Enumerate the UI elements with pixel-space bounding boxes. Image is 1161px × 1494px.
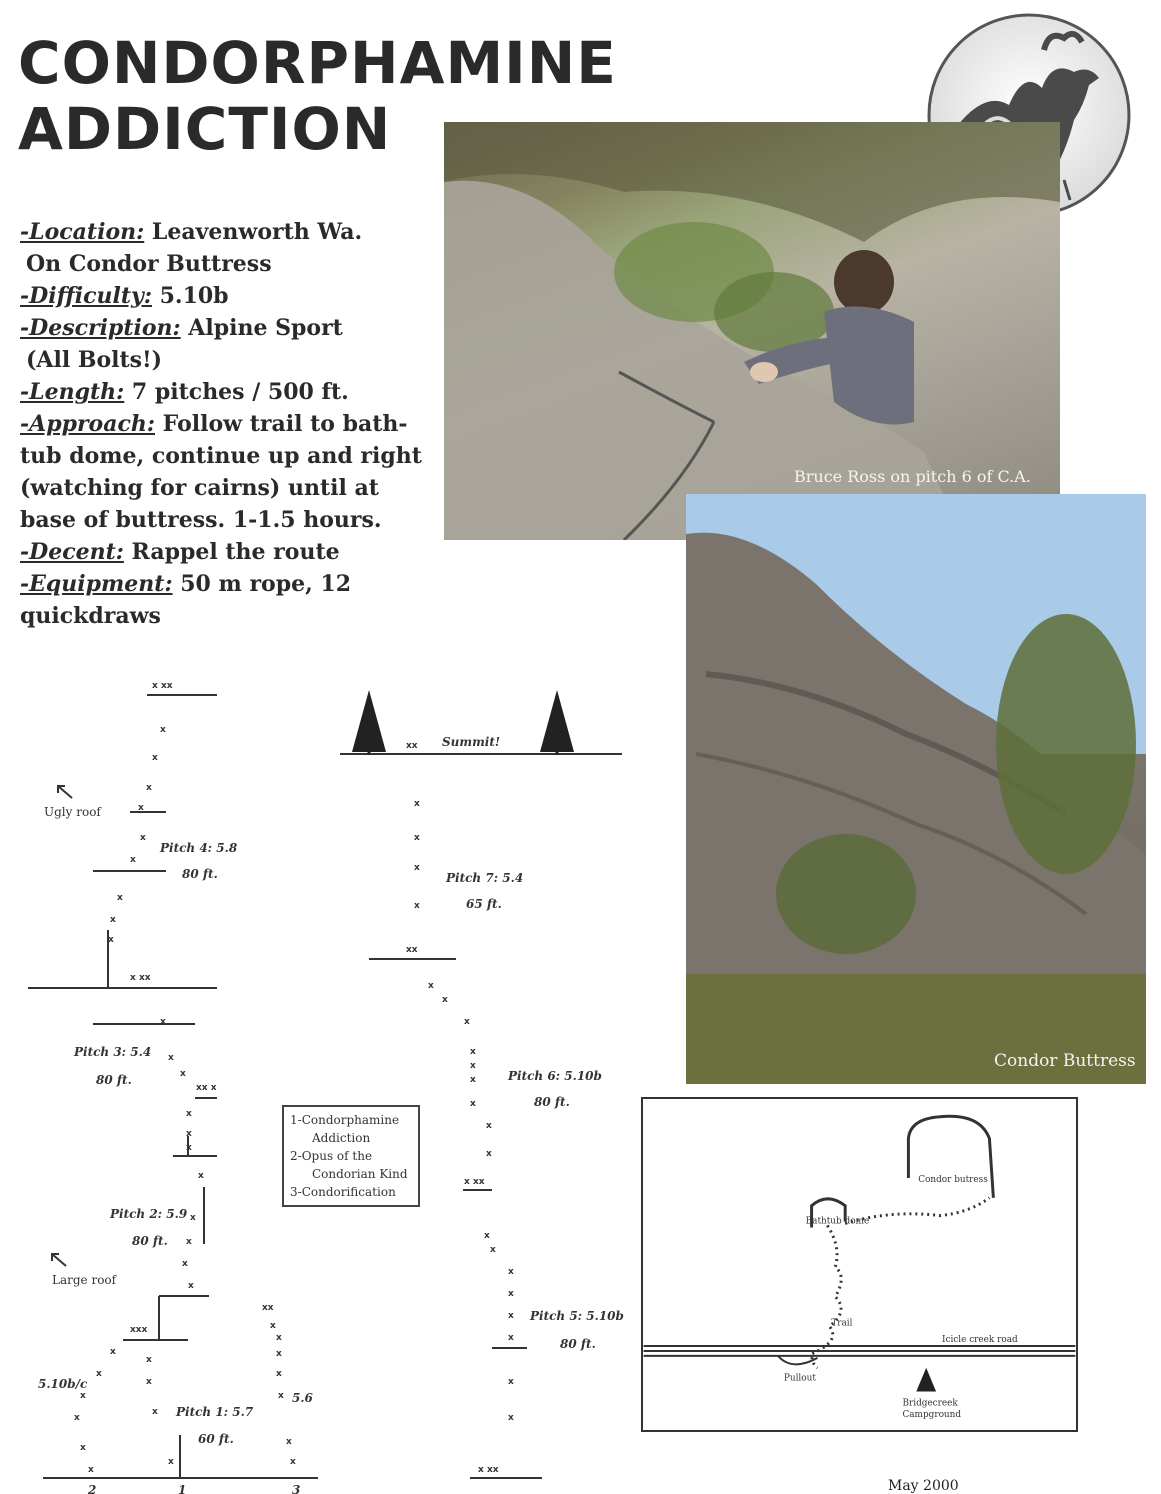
svg-text:x xx: x xx [478,1465,499,1475]
pitch-6-length: 80 ft. [534,1095,570,1109]
svg-text:x: x [168,1053,174,1063]
svg-text:x: x [108,935,114,945]
decent-row [20,536,440,568]
svg-text:x: x [508,1333,514,1343]
svg-text:x: x [470,1047,476,1057]
difficulty-row [20,280,440,312]
svg-text:x: x [414,863,420,873]
length-row [20,376,440,408]
climber-photo [444,122,1060,540]
legend-item-3: 3-Condorification [290,1185,396,1199]
date-stamp: May 2000 [888,1478,959,1494]
svg-text:x: x [186,1109,192,1119]
svg-text:x: x [276,1333,282,1343]
svg-text:xx: xx [406,945,418,955]
route-number-2: 2 [88,1483,97,1494]
legend-item-2-cont: Condorian Kind [312,1167,408,1181]
pitch-1-length: 60 ft. [198,1432,234,1446]
svg-text:x: x [486,1149,492,1159]
svg-text:x: x [190,1213,196,1223]
svg-text:x: x [74,1413,80,1423]
svg-text:x: x [186,1237,192,1247]
pitch-2-length: 80 ft. [132,1234,168,1248]
pitch-6-label: Pitch 6: 5.10b [508,1069,602,1083]
svg-text:x: x [470,1061,476,1071]
pitch-7-label: Pitch 7: 5.4 [446,871,524,885]
svg-text:x: x [110,1347,116,1357]
equipment-value-2: quickdraws [20,603,161,629]
tree-icon-right [540,690,574,755]
climber-photo-art [444,122,1060,540]
route-legend [282,1105,420,1207]
decent-label: -Decent: [20,539,124,565]
svg-text:x: x [484,1231,490,1241]
svg-text:x: x [186,1129,192,1139]
location-label: -Location: [20,219,145,245]
tree-icon-left [352,690,386,755]
location-row [20,216,440,248]
svg-text:x: x [152,753,158,763]
route-info [20,216,440,632]
legend-item-1: 1-Condorphamine [290,1113,400,1127]
svg-text:x: x [414,833,420,843]
svg-text:x xx: x xx [130,973,151,983]
svg-text:x: x [168,1457,174,1467]
svg-text:x: x [146,783,152,793]
svg-text:x: x [414,799,420,809]
map-trail-label: Trail [831,1318,853,1329]
svg-text:x xx: x xx [464,1177,485,1187]
pitch-3-length: 80 ft. [96,1073,132,1087]
svg-text:x: x [290,1457,296,1467]
equipment-value-1: 50 m rope, 12 [172,571,352,597]
svg-text:x: x [442,995,448,1005]
svg-text:x: x [286,1437,292,1447]
left-route-grade: 5.10b/c [38,1377,88,1391]
difficulty-value: 5.10b [151,283,229,309]
route-topo-diagram [0,660,640,1494]
map-bathtub-dome-label: Bathtub dome [805,1216,870,1227]
route-number-3: 3 [292,1483,301,1494]
pitch-4-label: Pitch 4: 5.8 [160,841,238,855]
svg-text:x: x [508,1377,514,1387]
svg-text:x: x [117,893,123,903]
svg-text:x: x [110,915,116,925]
svg-text:x: x [182,1259,188,1269]
svg-text:x: x [270,1321,276,1331]
svg-text:x: x [96,1369,102,1379]
pitch-4-length: 80 ft. [182,867,218,881]
location-value-2: On Condor Buttress [26,251,272,277]
svg-text:x: x [138,803,144,813]
title-line-2: ADDICTION [18,95,392,163]
ugly-roof-label: Ugly roof [44,805,101,819]
map-pullout-label: Pullout [783,1373,816,1384]
summit-label: Summit! [442,735,501,749]
svg-text:x: x [508,1289,514,1299]
svg-text:x: x [140,833,146,843]
svg-text:x: x [186,1143,192,1153]
pitch-2-label: Pitch 2: 5.9 [110,1207,188,1221]
location-value: Leavenworth Wa. [144,219,363,245]
svg-text:x: x [160,725,166,735]
svg-text:x: x [80,1391,86,1401]
svg-text:x: x [414,901,420,911]
map-campground-label-2: Campground [902,1410,962,1421]
map-campground-label-1: Bridgecreek [902,1398,958,1409]
svg-text:x: x [152,1407,158,1417]
svg-text:x: x [276,1369,282,1379]
svg-text:x: x [276,1349,282,1359]
svg-text:x: x [428,981,434,991]
svg-text:x: x [508,1311,514,1321]
svg-text:x: x [188,1281,194,1291]
decent-value: Rappel the route [123,539,340,565]
svg-text:x: x [470,1075,476,1085]
svg-text:x: x [464,1017,470,1027]
svg-text:xx x: xx x [196,1083,217,1093]
campground-icon [916,1368,936,1392]
svg-text:x: x [198,1171,204,1181]
pitch-7-length: 65 ft. [466,897,502,911]
map-road-label: Icicle creek road [942,1335,1018,1346]
description-value-2: (All Bolts!) [26,347,163,373]
svg-text:x: x [88,1465,94,1475]
svg-text:x xx: x xx [152,681,173,691]
svg-text:x: x [508,1267,514,1277]
approach-value-3: (watching for cairns) until at [20,475,379,501]
legend-item-2: 2-Opus of the [290,1149,373,1163]
title-line-1: CONDORPHAMINE [18,29,617,97]
svg-text:xx: xx [262,1303,274,1313]
pitch-5-label: Pitch 5: 5.10b [530,1309,624,1323]
equipment-label: -Equipment: [20,571,173,597]
length-label: -Length: [20,379,125,405]
svg-text:x: x [160,1017,166,1027]
buttress-caption: Condor Buttress [994,1051,1136,1071]
svg-text:x: x [180,1069,186,1079]
svg-text:x: x [80,1443,86,1453]
approach-value-2: tub dome, continue up and right [20,443,422,469]
svg-text:x: x [486,1121,492,1131]
svg-text:xx: xx [406,741,418,751]
svg-text:x: x [470,1099,476,1109]
large-roof-label: Large roof [52,1273,117,1287]
difficulty-label: -Difficulty: [20,283,152,309]
arrow-icon-large-roof [52,1254,66,1266]
description-label: -Description: [20,315,181,341]
description-row [20,312,440,344]
svg-text:x: x [278,1391,284,1401]
buttress-photo [686,494,1146,1084]
svg-text:xxx: xxx [130,1325,148,1335]
svg-text:x: x [130,855,136,865]
arrow-icon-ugly-roof [58,786,72,798]
description-value: Alpine Sport [180,315,343,341]
approach-value-4: base of buttress. 1-1.5 hours. [20,507,382,533]
legend-item-1-cont: Addiction [312,1131,371,1145]
pitch-3-label: Pitch 3: 5.4 [74,1045,152,1059]
approach-label: -Approach: [20,411,155,437]
length-value: 7 pitches / 500 ft. [124,379,349,405]
climber-caption: Bruce Ross on pitch 6 of C.A. [794,467,1031,486]
buttress-photo-art [686,494,1146,1084]
approach-row [20,408,440,440]
right-route-grade: 5.6 [292,1391,313,1405]
route-number-1: 1 [178,1483,187,1494]
svg-text:x: x [146,1377,152,1387]
map-condor-butress-label: Condor butress [918,1174,988,1185]
approach-map [641,1097,1078,1432]
pitch-1-label: Pitch 1: 5.7 [176,1405,254,1419]
bolts-right [406,741,514,1475]
svg-text:x: x [146,1355,152,1365]
svg-text:x: x [508,1413,514,1423]
approach-value-1: Follow trail to bath- [155,411,408,437]
equipment-row [20,568,440,600]
svg-text:x: x [490,1245,496,1255]
pitch-5-length: 80 ft. [560,1337,596,1351]
